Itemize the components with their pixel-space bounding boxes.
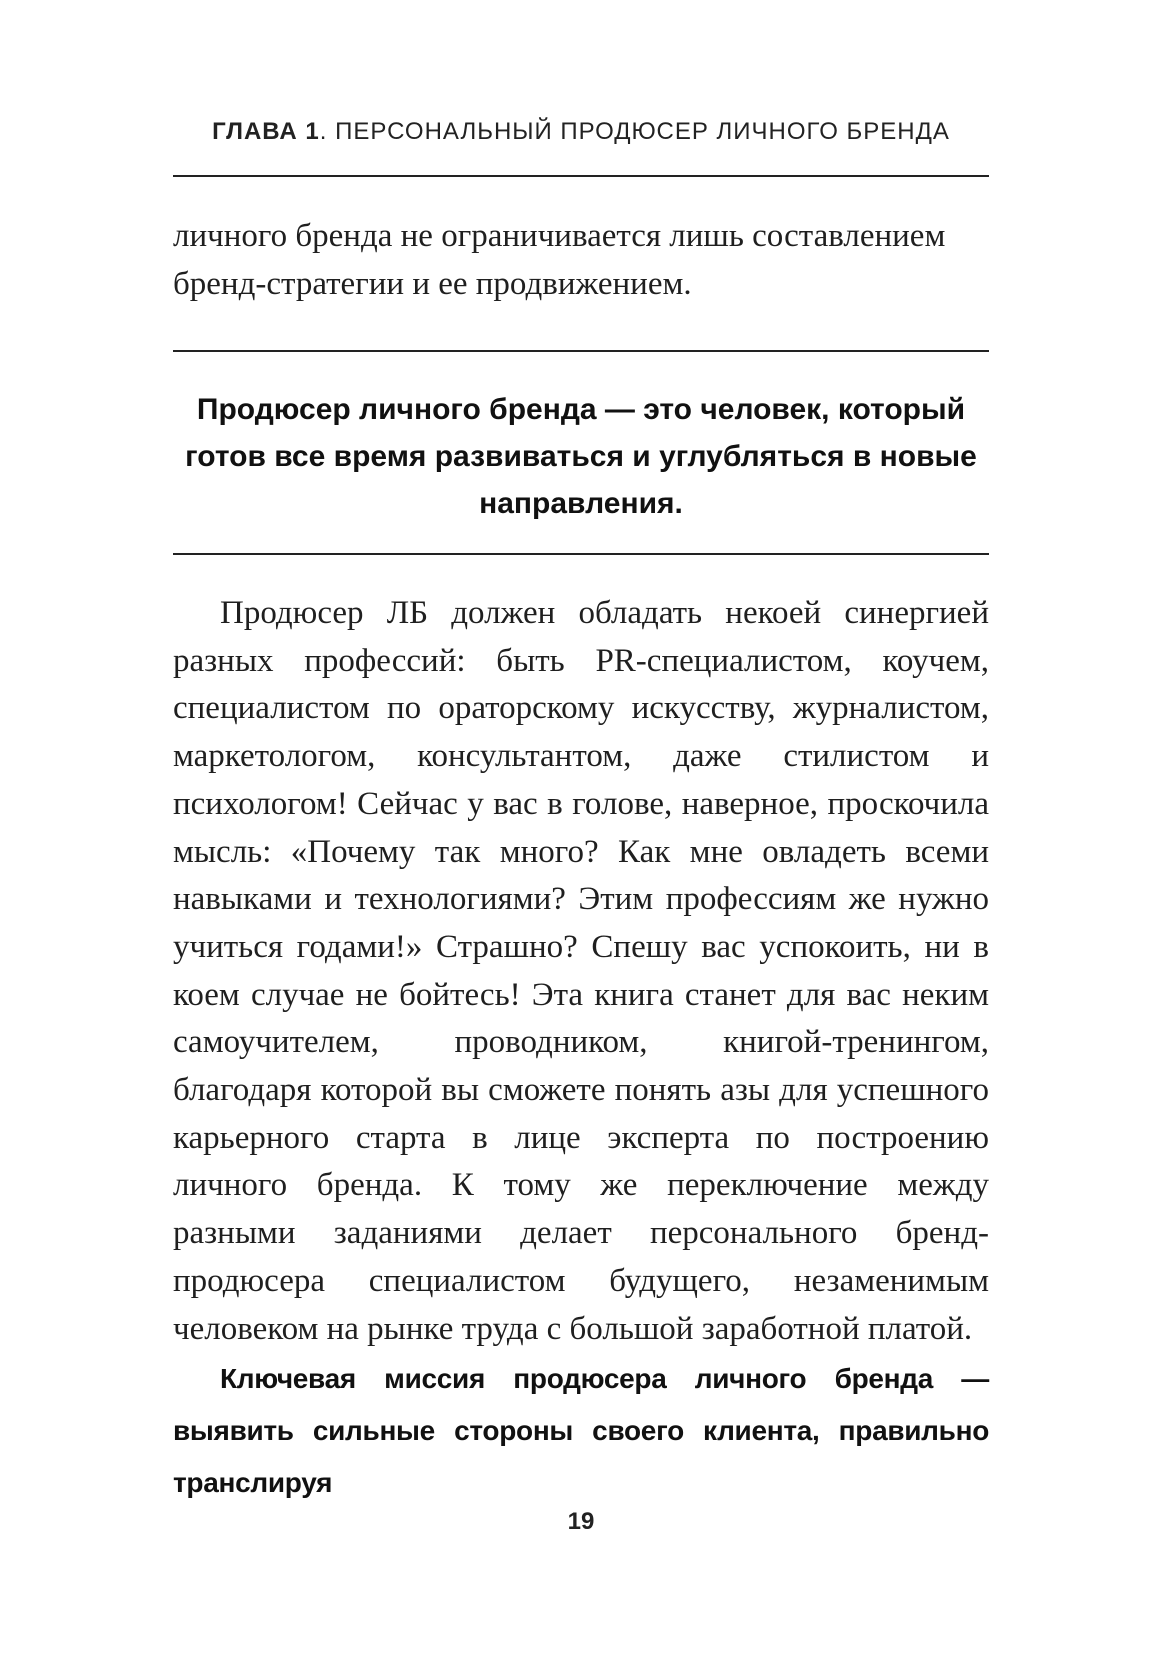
- running-header: [173, 118, 989, 146]
- chapter-label: ГЛАВА 1: [212, 118, 320, 145]
- continued-paragraph: личного бренда не ограничивается лишь составлением бренд-стратегии и ее продвижением.: [173, 218, 946, 302]
- header-divider: [173, 175, 989, 177]
- chapter-title: . ПЕРСОНАЛЬНЫЙ ПРОДЮСЕР ЛИЧНОГО БРЕНДА: [319, 118, 950, 145]
- callout-divider-top: [173, 350, 989, 352]
- page-number: 19: [567, 1508, 595, 1535]
- callout-quote: Продюсер личного бренда — это человек, который готов все время развиваться и углубляться в новые направления.: [185, 393, 977, 520]
- callout-divider-bottom: [173, 553, 989, 555]
- key-mission-paragraph: Ключевая миссия продюсера личного бренда — выявить сильные стороны своего клиента, правильно транслируя: [173, 1363, 989, 1498]
- body-paragraph: Продюсер ЛБ должен обладать некоей синергией разных профессий: быть PR-специалистом, коучем, специалистом по ораторскому искусству, журналистом, маркетологом, консультантом, даже стилистом и психологом! Сейчас у вас в голове, наверное, проскочила мысль: «Почему так много? Как мне овладеть всеми навыками и технологиями? Этим профессиям же нужно учиться годами!» Страшно? Спешу вас успокоить, ни в коем случае не бойтесь! Эта книга станет для вас неким самоучителем, проводником, книгой-тренингом, благодаря которой вы сможете понять азы для успешного карьерного старта в лице эксперта по построению личного бренда. К тому же переключение между разными заданиями делает персонального бренд-продюсера специалистом будущего, незаменимым человеком на рынке труда с большой заработной платой.: [173, 595, 989, 1347]
